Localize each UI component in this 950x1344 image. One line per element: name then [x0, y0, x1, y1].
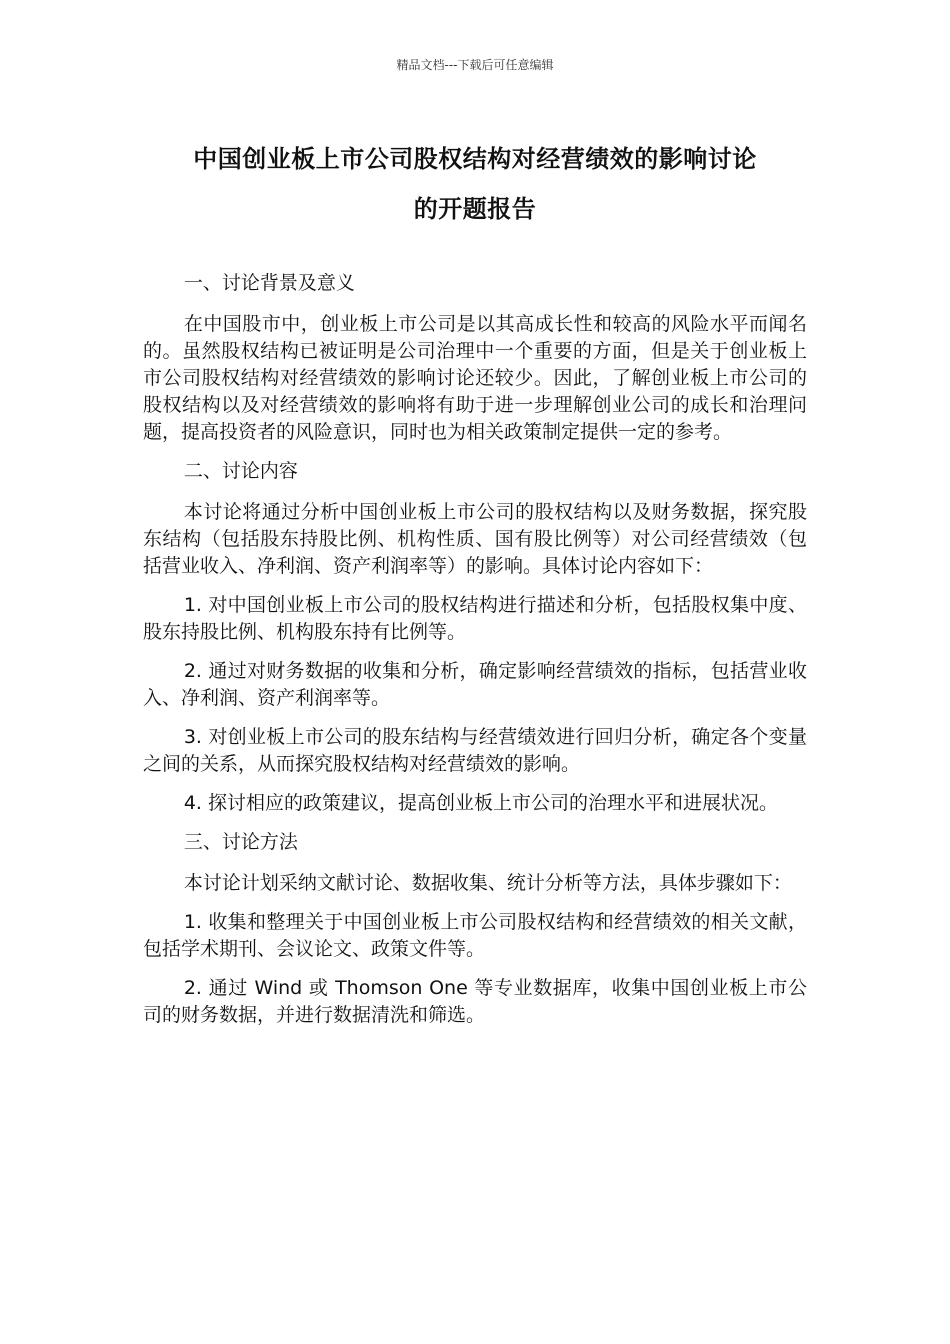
paragraph-content-item-1: 1. 对中国创业板上市公司的股权结构进行描述和分析，包括股权集中度、股东持股比例、机构股东持有比例等。 [143, 594, 807, 643]
paragraph-method-step-1: 1. 收集和整理关于中国创业板上市公司股权结构和经营绩效的相关文献，包括学术期刊、会议论文、政策文件等。 [143, 911, 807, 960]
paragraph-background: 在中国股市中，创业板上市公司是以其高成长性和较高的风险水平而闻名的。虽然股权结构已被证明是公司治理中一个重要的方面，但是关于创业板上市公司股权结构对经营绩效的影响讨论还较少。因此，了解创业板上市公司的股权结构以及对经营绩效的影响将有助于进一步理解创业公司的成长和治理问题，提高投资者的风险意识，同时也为相关政策制定提供一定的参考。 [143, 313, 807, 443]
paragraph-content-item-2: 2. 通过对财务数据的收集和分析，确定影响经营绩效的指标，包括营业收入、净利润、资产利润率等。 [143, 660, 807, 709]
section-heading-method: 三、讨论方法 [183, 831, 298, 853]
paragraph-method-step-2: 2. 通过 Wind 或 Thomson One 等专业数据库，收集中国创业板上市公司的财务数据，并进行数据清洗和筛选。 [143, 977, 807, 1026]
paragraph-content-intro: 本讨论将通过分析中国创业板上市公司的股权结构以及财务数据，探究股东结构（包括股东持股比例、机构性质、国有股比例等）对公司经营绩效（包括营业收入、净利润、资产利润率等）的影响。具体讨论内容如下： [143, 501, 807, 577]
section-heading-content: 二、讨论内容 [183, 460, 298, 482]
paragraph-content-item-4: 4. 探讨相应的政策建议，提高创业板上市公司的治理水平和进展状况。 [183, 792, 779, 814]
document-body [143, 270, 807, 1041]
paragraph-method-intro: 本讨论计划采纳文献讨论、数据收集、统计分析等方法，具体步骤如下： [183, 872, 792, 894]
page-header: 精品文档---下载后可任意编辑 [396, 58, 554, 72]
document-title [143, 134, 807, 234]
document-title-line-1: 中国创业板上市公司股权结构对经营绩效的影响讨论 [193, 145, 757, 173]
document-title-line-2: 的开题报告 [413, 195, 537, 223]
section-heading-background: 一、讨论背景及意义 [183, 272, 355, 294]
paragraph-content-item-3: 3. 对创业板上市公司的股东结构与经营绩效进行回归分析，确定各个变量之间的关系，从而探究股权结构对经营绩效的影响。 [143, 726, 807, 775]
